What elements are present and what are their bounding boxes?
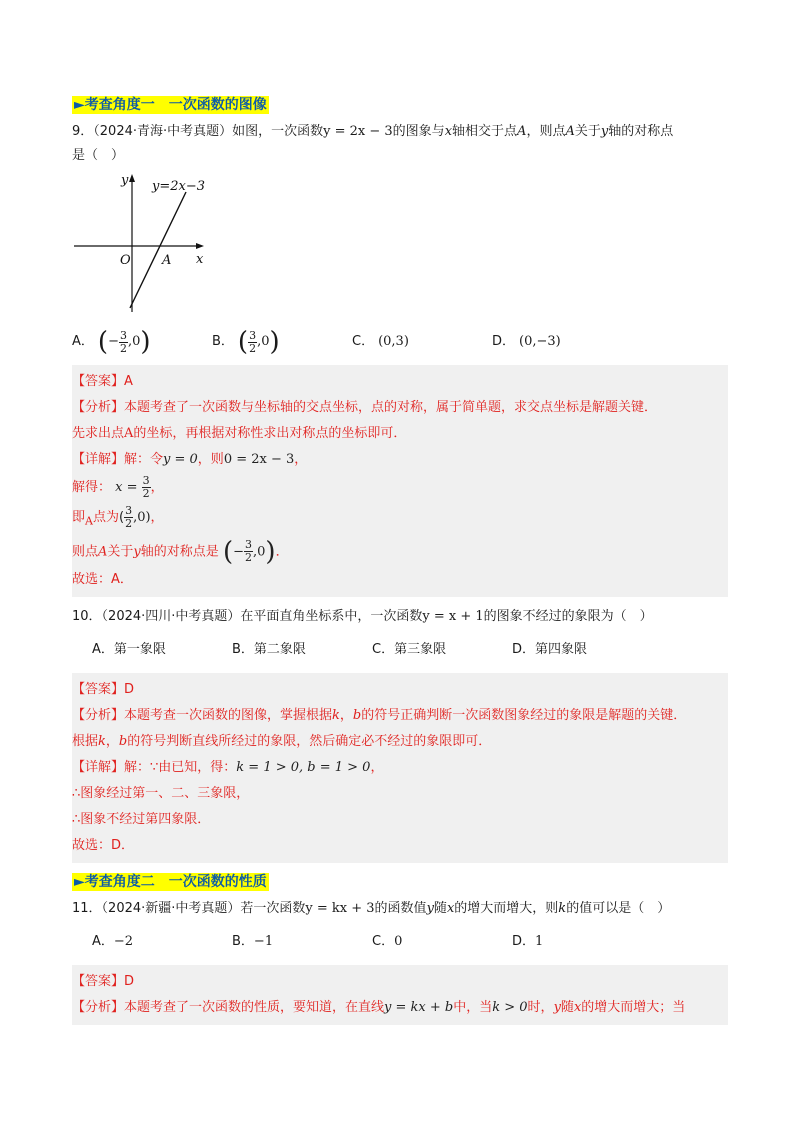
answer-box	[72, 965, 728, 1025]
symmetric-line: 则点A关于y轴的对称点是 (− $\frac{3}{2}$ ,0)．	[72, 536, 289, 567]
var-y: y	[600, 124, 609, 139]
options-row	[72, 329, 728, 355]
q-text: 轴的对称点	[608, 124, 674, 139]
section-title: ►考查角度二 一次函数的性质	[74, 874, 267, 891]
option-d[interactable]: D．第四象限	[512, 642, 588, 658]
function-graph	[72, 172, 232, 317]
analysis-line: 【分析】本题考查了一次函数的性质，要知道，在直线y = kx + b中，当k > 0时，y随x的增大而增大；当	[72, 1000, 686, 1016]
solve-line: 解得： x = $\frac{3}{2}$ ，	[72, 474, 164, 500]
fraction: $\frac{3}{2}$	[125, 504, 133, 530]
section-header-1	[72, 94, 269, 114]
formula: y = 2x − 3	[323, 124, 393, 139]
option-a[interactable]: A．第一象限	[92, 642, 166, 658]
options-row	[92, 637, 728, 663]
option-c[interactable]: C．第三象限	[372, 642, 447, 658]
var-x: x	[444, 124, 453, 139]
answer-line: 【答案】D	[72, 974, 135, 990]
q-text: 轴相交于点	[452, 124, 518, 139]
graph-origin-label: O	[120, 253, 131, 268]
option-a[interactable]: A． ( − $\frac{3}{2}$ ,0 )	[72, 327, 151, 357]
analysis-line-2: 根据k，b的符号判断直线所经过的象限，然后确定必不经过的象限即可．	[72, 734, 492, 750]
detail-line: 【详解】解：∵由已知，得：k = 1 > 0, b = 1 > 0，	[72, 760, 384, 776]
var-a: A	[565, 124, 575, 139]
question-text: 10．（2024·四川·中考真题）在平面直角坐标系中，一次函数y = x + 1的图象不经过的象限为（ ）	[72, 609, 653, 625]
detail-line-4: ∴图象不经过第四象限．	[72, 812, 211, 828]
var-a: A	[517, 124, 527, 139]
graph-x-label: x	[196, 252, 204, 267]
question-text: 11．（2024·新疆·中考真题）若一次函数y = kx + 3的函数值y随x的增大而增大，则k的值可以是（ ）	[72, 901, 671, 917]
point-line: 即$_A$点为( $\frac{3}{2}$ ,0)，	[72, 504, 164, 530]
section-header-2	[72, 871, 269, 891]
answer-line: 【答案】A	[72, 374, 133, 389]
y-axis-arrow	[129, 174, 135, 182]
graph-point-a-label: A	[162, 253, 172, 268]
option-b[interactable]: B．第二象限	[232, 642, 306, 658]
fraction: $\frac{3}{2}$	[142, 474, 150, 500]
fraction: $\frac{3}{2}$	[249, 328, 257, 355]
detail-line-3: ∴图象经过第一、二、三象限，	[72, 786, 250, 802]
section-title: ►考查角度一 一次函数的图像	[74, 97, 267, 113]
analysis-line-2: 先求出点A的坐标，再根据对称性求出对称点的坐标即可．	[72, 426, 407, 441]
fraction: $\frac{3}{2}$	[119, 328, 127, 355]
option-b[interactable]: B． ( $\frac{3}{2}$ ,0 )	[212, 327, 280, 357]
choice-line: 故选：A．	[72, 572, 133, 588]
answer-line: 【答案】D	[72, 682, 135, 698]
function-line	[130, 192, 186, 308]
analysis-line: 【分析】本题考查了一次函数与坐标轴的交点坐标，点的对称，属于简单题，求交点坐标是解题关键．	[72, 400, 658, 415]
question-text	[72, 120, 728, 144]
document-page	[72, 94, 728, 1033]
q-text: ，则点	[526, 124, 566, 139]
fraction: $\frac{3}{2}$	[245, 538, 252, 565]
q-text: 的图象与	[392, 124, 445, 139]
answer-box	[72, 365, 728, 597]
option-c[interactable]: C． 0	[372, 934, 403, 950]
q-text: 关于	[574, 124, 601, 139]
option-d[interactable]: D． (0,−3)	[492, 334, 561, 349]
graph-y-label: y	[121, 173, 129, 188]
q-text: 9．（2024·青海·中考真题）如图，一次函数	[72, 124, 324, 139]
question-9	[72, 120, 728, 597]
answer-box	[72, 673, 728, 863]
option-b[interactable]: B． −1	[232, 934, 274, 950]
x-axis-arrow	[196, 243, 204, 249]
detail-line: 【详解】解：令y = 0，则0 = 2x − 3，	[72, 452, 308, 467]
question-text-line2: 是（ ）	[72, 148, 125, 163]
question-10	[72, 605, 728, 863]
option-a[interactable]: A． −2	[92, 934, 134, 950]
choice-line: 故选：D．	[72, 838, 135, 854]
graph-func-label: y=2x−3	[152, 179, 206, 194]
question-11	[72, 897, 728, 1025]
analysis-line: 【分析】本题考查一次函数的图像，掌握根据k，b的符号正确判断一次函数图象经过的象限是解题的关键．	[72, 708, 687, 724]
option-c[interactable]: C． (0,3)	[352, 334, 409, 349]
option-d[interactable]: D． 1	[512, 934, 544, 950]
options-row	[92, 929, 728, 955]
